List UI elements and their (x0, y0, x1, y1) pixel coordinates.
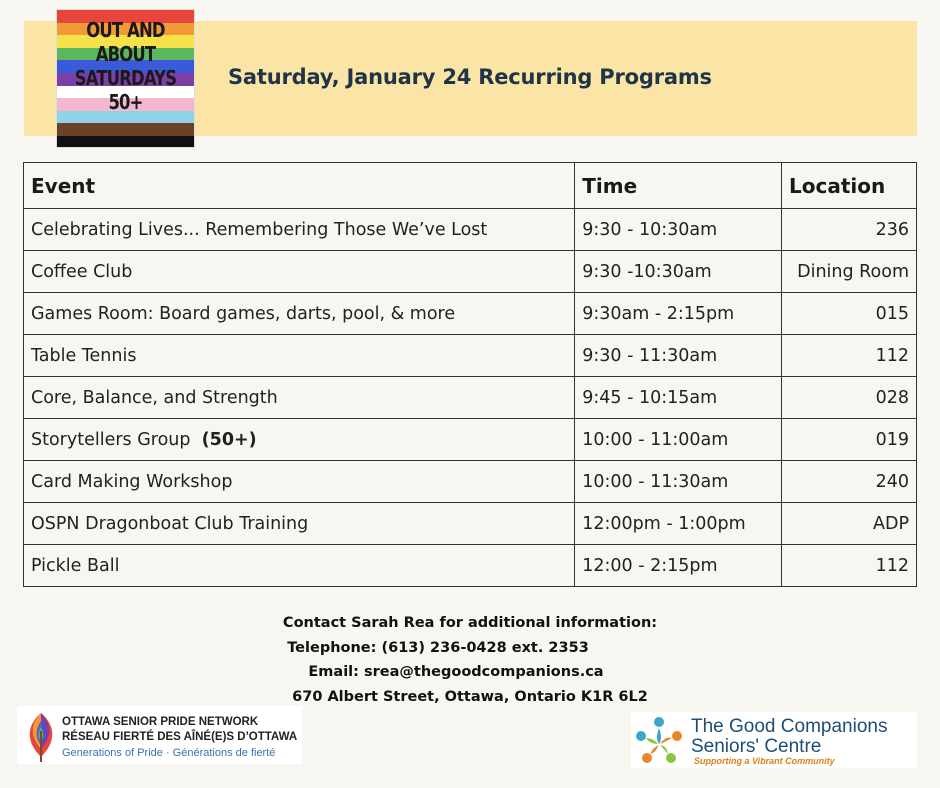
page-title: Saturday, January 24 Recurring Programs (228, 65, 712, 89)
out-and-about-logo (56, 9, 195, 148)
gc-name-line1: The Good Companions (691, 716, 888, 737)
contact-heading: Contact Sarah Rea for additional information: (282, 615, 658, 631)
logo-line-4: 50+ (108, 90, 143, 114)
location-cell: ADP (782, 503, 917, 545)
logo-text (69, 18, 181, 114)
column-header-time: Time (575, 163, 782, 209)
logo-line-3: SATURDAYS (74, 66, 177, 90)
location-cell: 240 (782, 461, 917, 503)
table-row (24, 293, 917, 335)
ospn-tagline: Generations of Pride · Générations de fierté (62, 747, 276, 759)
ospn-name-en: OTTAWA SENIOR PRIDE NETWORK (62, 716, 259, 728)
logo-stripe (57, 123, 194, 136)
time-cell: 9:30 - 11:30am (575, 335, 782, 377)
event-cell: OSPN Dragonboat Club Training (24, 503, 575, 545)
location-cell: Dining Room (782, 251, 917, 293)
logo-stripe (57, 136, 194, 148)
time-cell: 9:30 - 10:30am (575, 209, 782, 251)
time-cell: 9:45 - 10:15am (575, 377, 782, 419)
leaf-icon (23, 711, 59, 763)
event-cell: Table Tennis (24, 335, 575, 377)
contact-email: Email: srea@thegoodcompanions.ca (308, 664, 604, 680)
time-cell: 10:00 - 11:30am (575, 461, 782, 503)
event-cell: Card Making Workshop (24, 461, 575, 503)
ospn-logo (17, 706, 302, 764)
event-cell: Core, Balance, and Strength (24, 377, 575, 419)
age-badge: (50+) (201, 429, 257, 450)
location-cell: 019 (782, 419, 917, 461)
contact-address: 670 Albert Street, Ottawa, Ontario K1R 6L2 (292, 688, 648, 705)
column-header-event: Event (24, 163, 575, 209)
logo-line-1: OUT AND (86, 18, 165, 42)
good-companions-logo (631, 712, 917, 768)
contact-info (0, 611, 940, 709)
gc-name-line2: Seniors' Centre (691, 736, 822, 757)
gc-tagline: Supporting a Vibrant Community (694, 756, 835, 766)
event-cell: Coffee Club (24, 251, 575, 293)
event-name: Storytellers Group (31, 429, 191, 450)
contact-telephone: Telephone: (613) 236-0428 ext. 2353 (287, 639, 589, 656)
event-cell: Games Room: Board games, darts, pool, & more (24, 293, 575, 335)
event-cell: Celebrating Lives... Remembering Those We’ve Lost (24, 209, 575, 251)
table-row (24, 545, 917, 587)
table-row (24, 419, 917, 461)
location-cell: 112 (782, 335, 917, 377)
location-cell: 236 (782, 209, 917, 251)
time-cell: 10:00 - 11:00am (575, 419, 782, 461)
table-row (24, 377, 917, 419)
table-row (24, 251, 917, 293)
column-header-location: Location (782, 163, 917, 209)
location-cell: 015 (782, 293, 917, 335)
people-circle-icon (633, 714, 685, 766)
location-cell: 028 (782, 377, 917, 419)
event-cell (24, 419, 575, 461)
time-cell: 12:00pm - 1:00pm (575, 503, 782, 545)
programs-table (23, 162, 917, 587)
location-cell: 112 (782, 545, 917, 587)
table-row (24, 503, 917, 545)
time-cell: 9:30 -10:30am (575, 251, 782, 293)
event-cell: Pickle Ball (24, 545, 575, 587)
ospn-name-fr: RÉSEAU FIERTÉ DES AÎNÉ(E)S D’OTTAWA (62, 731, 298, 743)
table-header-row (24, 163, 917, 209)
table-row (24, 209, 917, 251)
table-row (24, 461, 917, 503)
table-row (24, 335, 917, 377)
time-cell: 12:00 - 2:15pm (575, 545, 782, 587)
time-cell: 9:30am - 2:15pm (575, 293, 782, 335)
logo-line-2: ABOUT (95, 42, 156, 66)
